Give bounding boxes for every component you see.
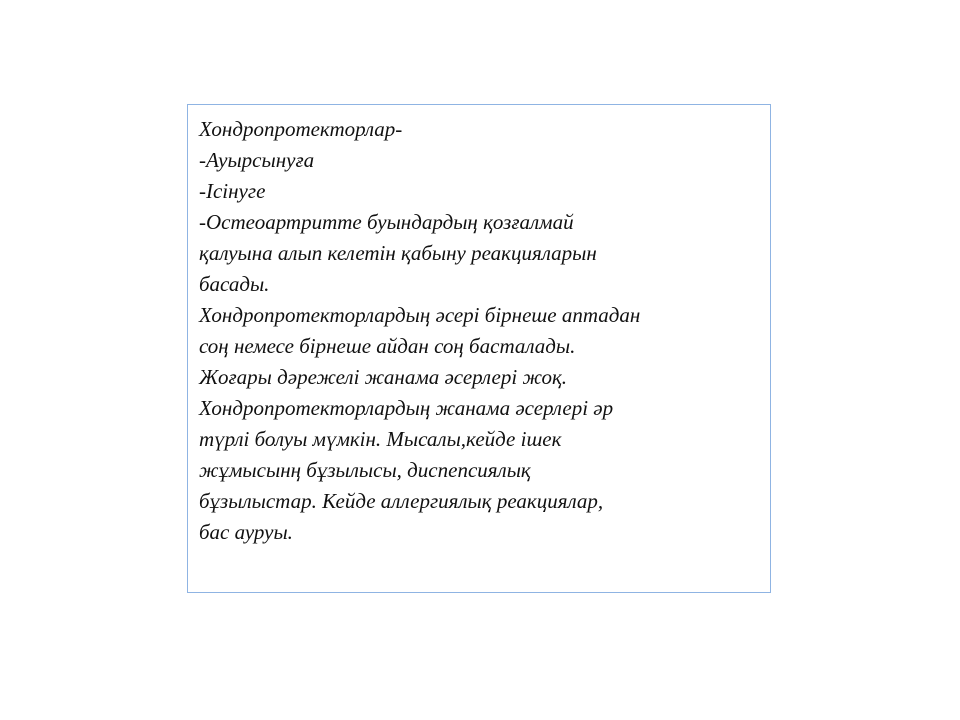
text-line-14: бас ауруы. (199, 520, 293, 544)
text-line-7: Хондропротекторлардың әсері бірнеше аптадан (199, 303, 641, 327)
text-line-10: Хондропротекторлардың жанама әсерлері әр (199, 396, 614, 420)
text-line-11: түрлі болуы мүмкін. Мысалы,кейде ішек (199, 427, 562, 451)
text-line-1: Хондропротекторлар- (199, 117, 403, 141)
text-line-4: -Остеоартритте буындардың қозғалмай (199, 210, 574, 234)
text-line-13: бұзылыстар. Кейде аллергиялық реакциялар, (199, 489, 604, 513)
text-line-8: соң немесе бірнеше айдан соң басталады. (199, 334, 576, 358)
text-line-9: Жоғары дәрежелі жанама әсерлері жоқ. (199, 365, 568, 389)
text-line-5: қалуына алып келетін қабыну реакцияларын (199, 241, 597, 265)
text-line-2: -Ауырсынуға (199, 148, 315, 172)
text-box (187, 104, 771, 593)
text-line-6: басады. (199, 272, 270, 296)
text-line-12: жұмысынң бұзылысы, диспепсиялық (199, 458, 531, 482)
text-line-3: -Ісінуге (199, 179, 266, 203)
